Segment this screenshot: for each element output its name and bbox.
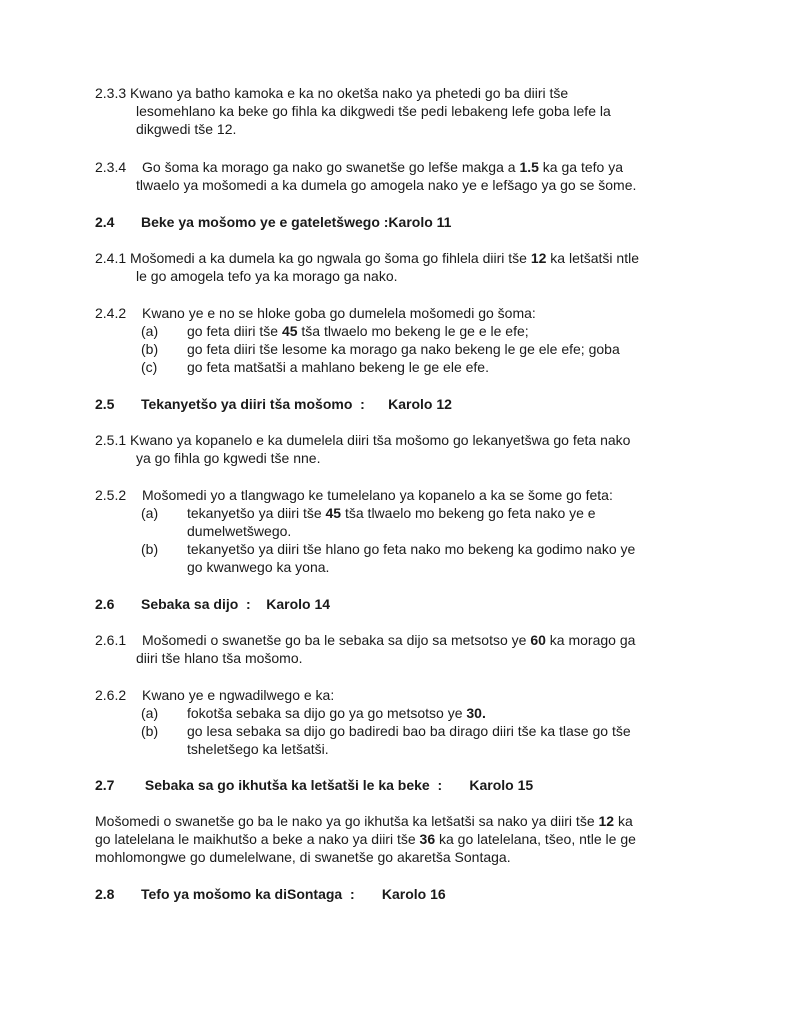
clause-line: 2.3.3 Kwano ya batho kamoka e ka no oketša nako ya phetedi go ba diiri tše <box>95 85 569 101</box>
list-item <box>95 504 715 522</box>
list-text: go feta matšatši a mahlano bekeng le ge ele efe. <box>187 359 489 375</box>
section-number: 2.8 <box>95 886 115 902</box>
list-item <box>95 322 715 340</box>
section-title: Tekanyetšo ya diiri tša mošomo : Karolo 12 <box>141 396 452 412</box>
list-text: go feta diiri tše lesome ka morago ga nako bekeng le ge ele efe; goba <box>187 341 620 357</box>
list-item <box>95 704 715 722</box>
clause-2-3-4 <box>95 158 715 194</box>
clause-text: Mošomedi yo a tlangwago ke tumelelano ya kopanelo a ka se šome go feta: <box>142 487 613 503</box>
clause-2-5-1 <box>95 431 715 467</box>
list-label: (a) <box>141 505 159 521</box>
section-heading-2-6 <box>95 595 715 613</box>
clause-text: ka morago ga <box>545 632 636 648</box>
clause-number: 2.3.4 <box>95 159 127 175</box>
list-text-continued: go kwanwego ka yona. <box>187 559 330 575</box>
section-title: Sebaka sa go ikhutša ka letšatši le ka beke : Karolo 15 <box>141 777 534 793</box>
section-number: 2.7 <box>95 777 115 793</box>
clause-text: ka ga tefo ya <box>538 159 623 175</box>
list-label: (a) <box>141 705 159 721</box>
list-text-continued: tsheletšego ka letšatši. <box>187 741 329 757</box>
clause-line: ya go fihla go kgwedi tše nne. <box>136 450 321 466</box>
section-number: 2.4 <box>95 214 115 230</box>
clause-line: tlwaelo ya mošomedi a ka dumela go amogela nako ye e lefšago ya go se šome. <box>136 177 637 193</box>
paragraph-line: go latelelana le maikhutšo a beke a nako ya diiri tše 36 ka go latelelana, tšeo, ntle le ge <box>95 831 636 847</box>
clause-text: 2.4.1 Mošomedi a ka dumela ka go ngwala go šoma go fihlela diiri tše <box>95 250 531 266</box>
clause-text: Mošomedi o swanetše go ba le sebaka sa dijo sa metsotso ye <box>142 632 531 648</box>
list-item <box>95 358 715 376</box>
section-heading-2-5 <box>95 395 715 413</box>
list-text: fokotša sebaka sa dijo go ya go metsotso ye 30. <box>187 705 486 721</box>
paragraph-line: Mošomedi o swanetše go ba le nako ya go ikhutša ka letšatši sa nako ya diiri tše 12 ka <box>95 813 633 829</box>
clause-text: Go šoma ka morago ga nako go swanetše go lefše makga a <box>142 159 520 175</box>
clause-line <box>95 249 715 267</box>
list-label: (b) <box>141 541 159 557</box>
clause-2-3-3 <box>95 84 715 138</box>
list-text: go lesa sebaka sa dijo go badiredi bao ba dirago diiri tše ka tlase go tše <box>187 723 631 739</box>
section-number: 2.5 <box>95 396 115 412</box>
clause-text: Kwano ye e no se hloke goba go dumelela mošomedi go šoma: <box>142 305 536 321</box>
list-label: (a) <box>141 323 159 339</box>
list-label: (b) <box>141 341 159 357</box>
clause-line: diiri tše hlano tša mošomo. <box>136 650 303 666</box>
clause-line <box>95 686 715 704</box>
clause-bold-value: 12 <box>530 250 547 266</box>
clause-2-4-1 <box>95 249 715 285</box>
section-title: Sebaka sa dijo : Karolo 14 <box>141 596 331 612</box>
clause-line <box>95 304 715 322</box>
list-item <box>95 540 715 558</box>
clause-number: 2.4.2 <box>95 305 127 321</box>
clause-2-4-2 <box>95 304 715 376</box>
clause-bold-value: 60 <box>530 632 546 648</box>
section-title: Beke ya mošomo ye e gateletšwego :Karolo 11 <box>141 214 452 230</box>
section-heading-2-4 <box>95 213 715 231</box>
clause-text: ka letšatši ntle <box>546 250 639 266</box>
paragraph-2-7 <box>95 812 715 866</box>
list-item <box>95 722 715 740</box>
section-heading-2-7 <box>95 776 715 794</box>
clause-line <box>95 631 715 649</box>
clause-line: lesomehlano ka beke go fihla ka dikgwedi tše pedi lebakeng lefe goba lefe la <box>136 103 611 119</box>
section-number: 2.6 <box>95 596 115 612</box>
clause-line: 2.5.1 Kwano ya kopanelo e ka dumelela diiri tša mošomo go lekanyetšwa go feta nako <box>95 432 631 448</box>
section-heading-2-8 <box>95 885 715 903</box>
clause-line <box>95 486 715 504</box>
clause-line <box>95 158 715 176</box>
clause-line: le go amogela tefo ya ka morago ga nako. <box>136 268 398 284</box>
list-text: tekanyetšo ya diiri tše hlano go feta nako mo bekeng ka godimo nako ye <box>187 541 636 557</box>
paragraph-line: mohlomongwe go dumelelwane, di swanetše go akaretša Sontaga. <box>95 849 511 865</box>
clause-number: 2.6.1 <box>95 632 127 648</box>
list-text-continued: dumelwetšwego. <box>187 523 292 539</box>
list-label: (b) <box>141 723 159 739</box>
list-text: tekanyetšo ya diiri tše 45 tša tlwaelo mo bekeng go feta nako ye e <box>187 505 596 521</box>
clause-2-6-1 <box>95 631 715 667</box>
clause-text: Kwano ye e ngwadilwego e ka: <box>142 687 335 703</box>
list-item <box>95 340 715 358</box>
clause-number: 2.6.2 <box>95 687 127 703</box>
clause-2-5-2 <box>95 486 715 576</box>
clause-line: dikgwedi tše 12. <box>136 121 237 137</box>
clause-bold-value: 1.5 <box>519 159 539 175</box>
clause-2-6-2 <box>95 686 715 758</box>
section-title: Tefo ya mošomo ka diSontaga : Karolo 16 <box>141 886 446 902</box>
list-label: (c) <box>141 359 158 375</box>
list-text: go feta diiri tše 45 tša tlwaelo mo bekeng le ge e le efe; <box>187 323 529 339</box>
clause-number: 2.5.2 <box>95 487 127 503</box>
